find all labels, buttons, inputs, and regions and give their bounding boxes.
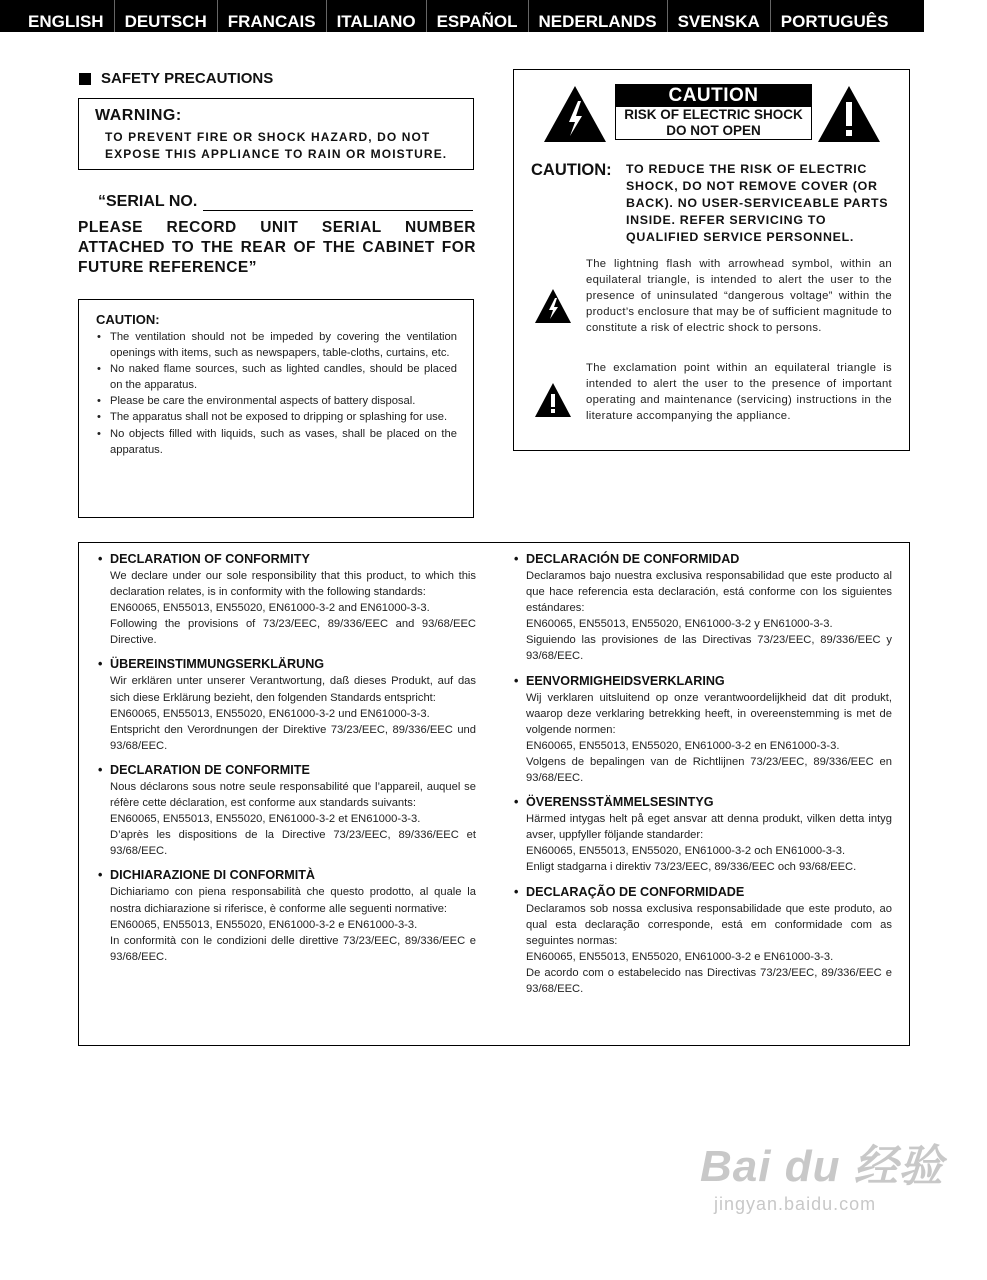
declaration-title: • DECLARAÇÃO DE CONFORMIDADE [512,884,892,901]
declaration-body: We declare under our sole responsibility that this product, to which this declaration relates, is in conformity with the following standards: EN60065, EN55013, EN55020, EN61000-3-2 and EN61000-3-3. Following the provisions of 73/23/EEC, 89/336/EEC and 93/68/EEC Directive. [110,570,476,647]
lang-espanol: ESPAÑOL [427,0,529,32]
declaration-german [96,656,476,753]
baidu-watermark [700,1130,944,1215]
list-item: • Please be care the environmental aspects of battery disposal. [96,393,457,409]
declaration-body: Declaramos bajo nuestra exclusiva responsabilidad que este producto al que hace referencia esta declaración, está conforme con los siguientes estándares: EN60065, EN55013, EN55020, EN61000-3-2 y EN61000-3-3. Siguiendo las provisiones de las Directivas 73/23/EEC, 89/336/EEC y 93/68/EEC. [526,570,892,663]
declaration-title: • DECLARATION DE CONFORMITE [96,762,476,779]
declaration-title: • EENVORMIGHEIDSVERKLARING [512,673,892,690]
list-item: • No objects filled with liquids, such as vases, shall be placed on the apparatus. [96,426,457,458]
warning-box [78,98,474,170]
lang-portugues: PORTUGUÊS [780,12,889,31]
safety-heading [79,70,273,87]
declaration-swedish [512,794,892,875]
declaration-body: Härmed intygas helt på eget ansvar att denna produkt, vilken detta intyg avser, uppfyller följande standarder: EN60065, EN55013, EN55020, EN61000-3-2 och EN61000-3-3. Enligt stadgarna i direktiv 73/23/EEC, 89/336/EEC och 93/68/EEC. [526,813,892,874]
declarations-left-column [96,551,476,973]
shock-caution-text: TO REDUCE THE RISK OF ELECTRIC SHOCK, DO NOT REMOVE COVER (OR BACK). NO USER-SERVICEABLE PARTS INSIDE. REFER SERVICING TO QUALIFIED SERVICE PERSONNEL. [626,162,889,244]
declaration-title: • DECLARACIÓN DE CONFORMIDAD [512,551,892,568]
declaration-title: • DECLARATION OF CONFORMITY [96,551,476,568]
safety-heading-text: SAFETY PRECAUTIONS [101,70,274,87]
declaration-english [96,551,476,648]
caution-list [96,329,457,458]
watermark-url: jingyan.baidu.com [714,1194,877,1214]
list-item: • The apparatus shall not be exposed to dripping or splashing for use. [96,409,457,425]
declaration-portuguese [512,884,892,998]
shock-label-line2: DO NOT OPEN [666,123,761,138]
declaration-body: Wir erklären unter unserer Verantwortung, daß dieses Produkt, auf das sich diese Erklärung bezieht, den folgenden Standards entspricht: EN60065, EN55013, EN55020, EN61000-3-2 und EN61000-3-3. Entspricht den Verordnungen der Direktive 73/23/EEC, 89/336/EEC und 93/68/EEC. [110,675,476,752]
declaration-body: Wij verklaren uitsluitend op onze verantwoordelijkheid dat dit produkt, waarop deze verklaring betrekking heeft, in overeenstemming is met de volgende normen: EN60065, EN55013, EN55020, EN61000-3-2 en EN61000-3-3. Volgens de bepalingen van de Richtlijnen 73/23/EEC, 89/336/EEC en 93/68/EEC. [526,691,892,785]
shock-label-title: CAUTION [616,85,811,107]
exclamation-triangle-icon [816,84,882,144]
serial-label: “SERIAL NO. [98,193,198,210]
shock-label [615,84,812,140]
electric-shock-box [513,69,910,451]
declaration-body: Dichiariamo con piena responsabilità che questo prodotto, al quale la nostra dichiarazione si riferisce, è conforme alle seguenti normative: EN60065, EN55013, EN55020, EN61000-3-2 e EN61000-3-3. In conformità con le condizioni delle direttive 73/23/EEC, 89/336/EEC e 93/68/EEC. [110,886,476,963]
shock-caution-row [531,161,894,246]
lang-deutsch: DEUTSCH [115,0,218,32]
language-bar [0,0,924,32]
warning-text: TO PREVENT FIRE OR SHOCK HAZARD, DO NOT EXPOSE THIS APPLIANCE TO RAIN OR MOISTURE. [105,130,448,161]
shock-label-line1: RISK OF ELECTRIC SHOCK [624,107,803,122]
record-serial-text: PLEASE RECORD UNIT SERIAL NUMBER ATTACHED TO THE REAR OF THE CABINET FOR FUTURE REFERENCE” [78,219,476,276]
list-item: • The ventilation should not be impeded by covering the ventilation openings with items, such as newspapers, table-cloths, curtains, etc. [96,329,457,361]
lightning-triangle-icon [542,84,608,144]
square-bullet-icon [79,73,91,85]
declaration-title: • ÜBEREINSTIMMUNGSERKLÄRUNG [96,656,476,673]
declaration-french [96,762,476,859]
ventilation-caution-box [78,299,474,518]
list-item: • No naked flame sources, such as lighted candles, should be placed on the apparatus. [96,361,457,393]
declaration-dutch [512,673,892,787]
lang-nederlands: NEDERLANDS [529,0,668,32]
declaration-spanish [512,551,892,665]
lang-italiano: ITALIANO [327,0,427,32]
warning-title: WARNING: [95,107,182,124]
declaration-title: • DICHIARAZIONE DI CONFORMITÀ [96,867,476,884]
caution-title: CAUTION: [96,312,160,327]
declaration-title: • ÖVERENSSTÄMMELSESINTYG [512,794,892,811]
lightning-triangle-icon [534,288,572,324]
declaration-body: Declaramos sob nossa exclusiva responsabilidade que este produto, ao qual esta declaração corresponde, está em conformidade com as seguintes normas: EN60065, EN55013, EN55020, EN61000-3-2 e EN61000-3-3. De acordo com o estabelecido nas Directivas 73/23/EEC, 89/336/EEC e 93/68/EEC. [526,902,892,995]
lightning-explanation: The lightning flash with arrowhead symbol, within an equilateral triangle, is intended to alert the user to the presence of uninsulated “dangerous voltage” within the product’s enclosure that may be of sufficient magnitude to constitute a risk of electric shock to persons. [586,258,892,335]
exclamation-triangle-icon [534,382,572,418]
watermark-logo: Bai du 经验 [700,1142,944,1191]
lang-svenska: SVENSKA [668,0,771,32]
serial-blank-line [203,194,473,211]
shock-caution-word: CAUTION: [531,161,612,179]
declarations-box [78,542,910,1046]
declarations-right-column [512,551,892,1005]
serial-number-field [98,193,473,211]
declaration-italian [96,867,476,964]
lang-francais: FRANCAIS [218,0,327,32]
exclamation-explanation: The exclamation point within an equilateral triangle is intended to alert the user to the presence of important operating and maintenance (servicing) instructions in the literature accompanying the appliance. [586,362,892,423]
declaration-body: Nous déclarons sous notre seule responsabilité que l’appareil, auquel se réfère cette déclaration, est conforme aux standards suivants: EN60065, EN55013, EN55020, EN61000-3-2 et EN61000-3-3. D’après les dispositions de la Directive 73/23/EEC, 89/336/EEC et 93/68/EEC. [110,780,476,858]
lang-english: ENGLISH [0,0,115,32]
